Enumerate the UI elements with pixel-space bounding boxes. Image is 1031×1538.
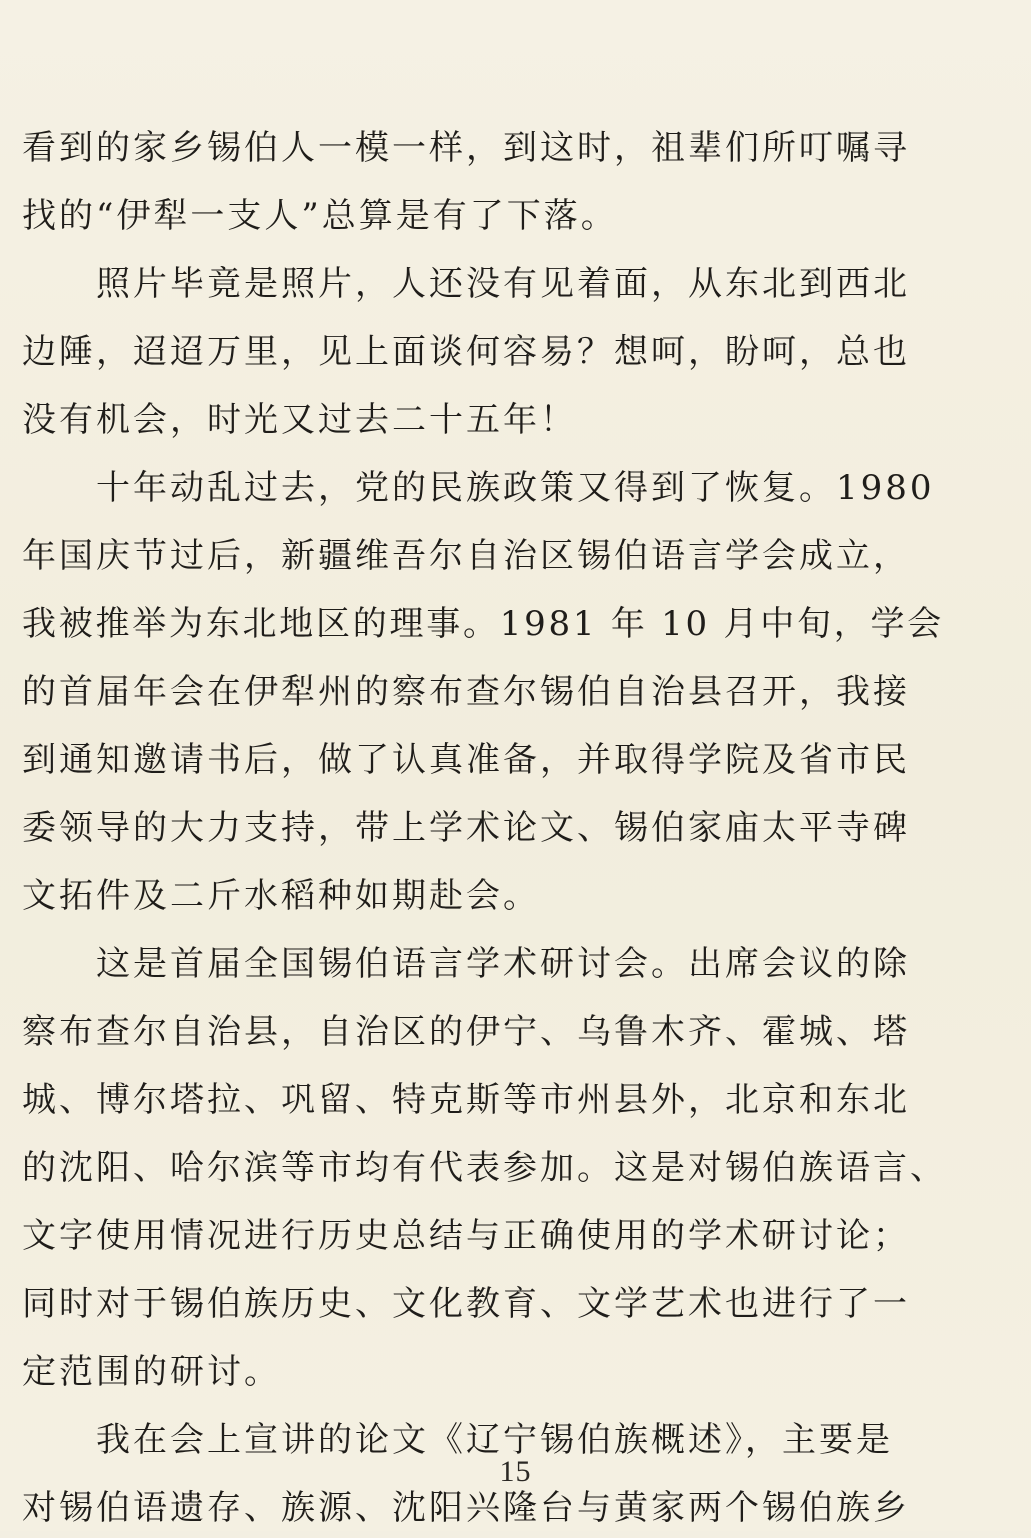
text-line: 年国庆节过后，新疆维吾尔自治区锡伯语言学会成立，	[22, 536, 910, 576]
paragraph-start-line: 我在会上宣讲的论文《辽宁锡伯族概述》，主要是	[96, 1420, 893, 1460]
text-line: 找的“伊犁一支人”总算是有了下落。	[22, 196, 618, 236]
text-line: 看到的家乡锡伯人一模一样，到这时，祖辈们所叮嘱寻	[22, 128, 910, 168]
text-line: 定范围的研讨。	[22, 1352, 281, 1392]
text-line: 边陲，迢迢万里，见上面谈何容易？想呵，盼呵，总也	[22, 332, 910, 372]
text-line: 城、博尔塔拉、巩留、特克斯等市州县外，北京和东北	[22, 1080, 910, 1120]
text-line: 文拓件及二斤水稻种如期赴会。	[22, 876, 540, 916]
text-line: 的首届年会在伊犁州的察布查尔锡伯自治县召开，我接	[22, 672, 910, 712]
paragraph-start-line: 十年动乱过去，党的民族政策又得到了恢复。1980	[96, 468, 935, 508]
text-line: 同时对于锡伯族历史、文化教育、文学艺术也进行了一	[22, 1284, 910, 1324]
text-line: 对锡伯语遗存、族源、沈阳兴隆台与黄家两个锡伯族乡	[22, 1488, 910, 1528]
text-line: 委领导的大力支持，带上学术论文、锡伯家庙太平寺碑	[22, 808, 910, 848]
text-line: 我被推举为东北地区的理事。1981 年 10 月中旬，学会	[22, 604, 944, 644]
text-line: 没有机会，时光又过去二十五年！	[22, 400, 577, 440]
text-line: 文字使用情况进行历史总结与正确使用的学术研讨论；	[22, 1216, 910, 1256]
paragraph-start-line: 这是首届全国锡伯语言学术研讨会。出席会议的除	[96, 944, 910, 984]
page-number: 15	[499, 1455, 532, 1488]
paragraph-start-line: 照片毕竟是照片，人还没有见着面，从东北到西北	[96, 264, 910, 304]
text-line: 的沈阳、哈尔滨等市均有代表参加。这是对锡伯族语言、	[22, 1148, 947, 1188]
text-line: 察布查尔自治县，自治区的伊宁、乌鲁木齐、霍城、塔	[22, 1012, 910, 1052]
text-line: 到通知邀请书后，做了认真准备，并取得学院及省市民	[22, 740, 910, 780]
